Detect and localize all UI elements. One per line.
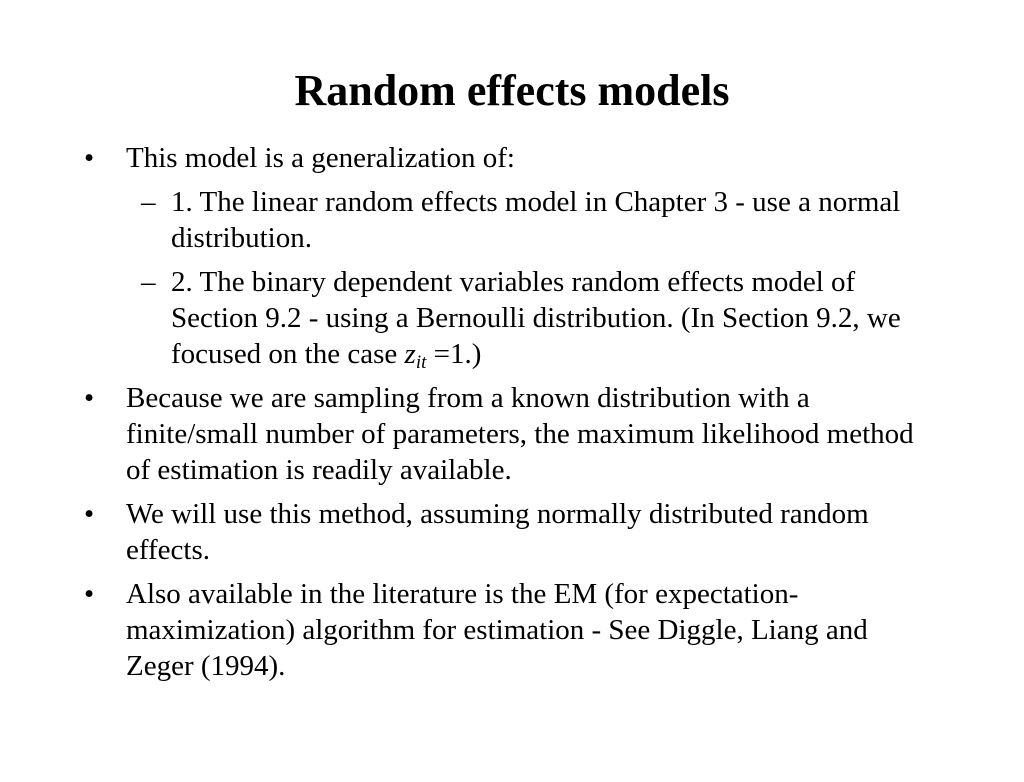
bullet-list [0, 140, 1024, 692]
bullet-item [84, 496, 938, 568]
dash-marker: – [141, 266, 156, 298]
slide-title: Random effects models [294, 66, 730, 115]
bullet-marker: • [84, 498, 95, 530]
math-subscript: it [415, 352, 427, 373]
bullet-item [84, 576, 938, 684]
sub-bullet-text: 1. The linear random effects model in Chapter 3 - use a normal distribution. [171, 186, 901, 254]
sub-bullet-list [126, 184, 938, 372]
math-variable: z [404, 338, 416, 370]
bullet-marker: • [84, 142, 95, 174]
sub-bullet-item [141, 264, 941, 373]
dash-marker: – [141, 186, 156, 218]
bullet-text: This model is a generalization of: [126, 142, 515, 174]
sub-bullet-text: 2. The binary dependent variables random effects model of Section 9.2 - using a Bernoulli distribution. (In Section 9.2, we focused on the case [171, 266, 901, 370]
bullet-text: We will use this method, assuming normally distributed random effects. [126, 498, 869, 566]
sub-bullet-item [141, 184, 941, 256]
bullet-marker: • [84, 578, 95, 610]
bullet-item [84, 140, 938, 373]
bullet-text: Also available in the literature is the EM (for expectation-maximization) algorithm for estimation - See Diggle, Liang and Zeger (1994). [126, 578, 868, 682]
bullet-marker: • [84, 382, 95, 414]
sub-bullet-text-end: =1.) [426, 338, 482, 370]
bullet-item [84, 380, 938, 488]
bullet-text: Because we are sampling from a known distribution with a finite/small number of parameters, the maximum likelihood method of estimation is readily available. [126, 382, 914, 486]
